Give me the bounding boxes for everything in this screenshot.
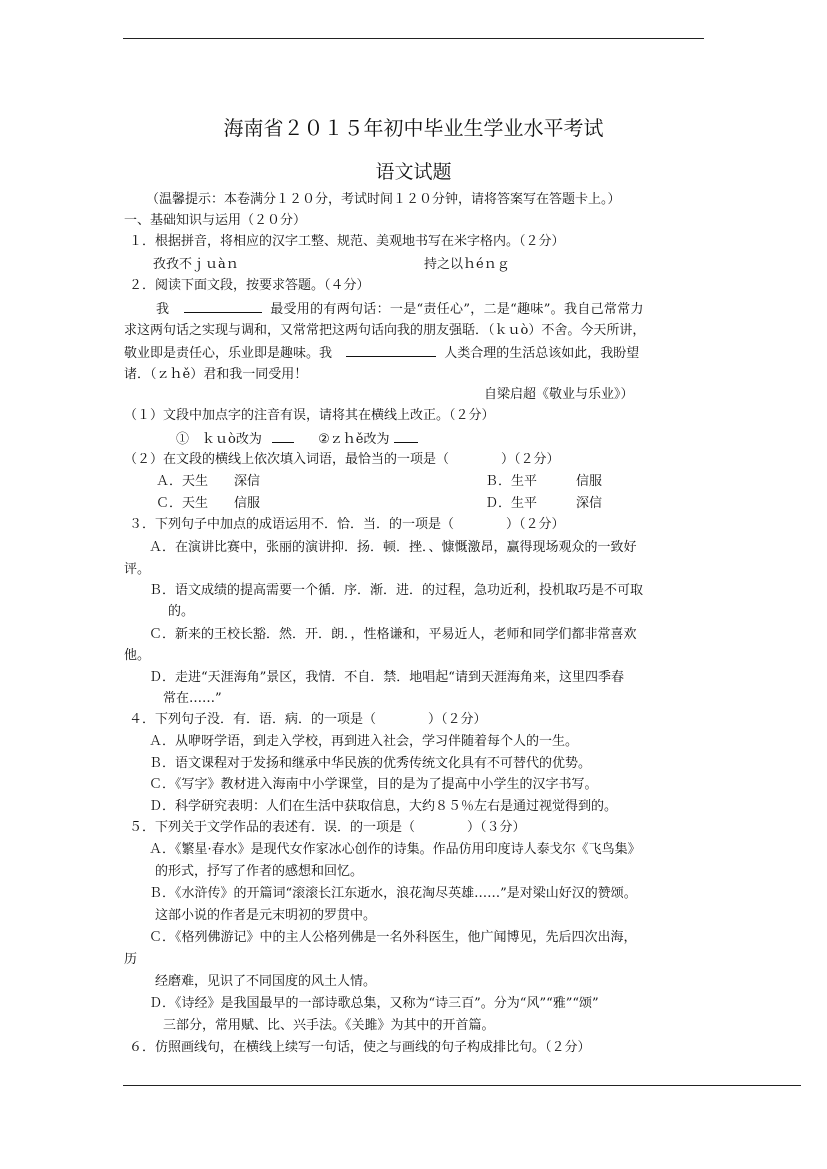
header-rule — [123, 38, 704, 39]
option-3d: Ｄ．走进“天涯海角”景区，我情．不自．禁．地唱起“请到天涯海角来，这里四季春 — [149, 670, 624, 685]
passage-text: 敬业即是责任心，乐业即是趣味。我 — [124, 346, 333, 361]
option-2a: Ａ．天生 深信 — [156, 474, 261, 489]
question-5: ５．下列关于文学作品的表述有．误．的一项是（ ）（３分） — [129, 820, 526, 835]
passage-line-3 — [124, 344, 639, 363]
option-5a: Ａ．《繁星·春水》是现代女作家冰心创作的诗集。作品仿用印度诗人泰戈尔《飞鸟集》 — [149, 842, 641, 857]
question-4: ４．下列句子没．有．语．病．的一项是（ ）（２分） — [129, 712, 487, 727]
option-5c-cont2: 经磨难，见识了不同国度的风土人情。 — [155, 974, 377, 989]
page-subtitle: 语文试题 — [375, 161, 452, 183]
option-3c: Ｃ．新来的王校长豁．然．开．朗．，性格谦和，平易近人，老师和同学们都非常喜欢 — [149, 627, 637, 642]
question-3: ３．下列句子中加点的成语运用不．恰．当．的一项是（ ）（２分） — [129, 517, 565, 532]
correction-label-1: ① ｋｕò改为 — [176, 432, 262, 447]
option-5d-cont: 三部分，常用赋、比、兴手法。《关雎》为其中的开首篇。 — [163, 1018, 495, 1033]
question-1: １．根据拼音，将相应的汉字工整、规范、美观地书写在米字格内。（２分） — [129, 234, 565, 249]
option-4a: Ａ．从咿呀学语，到走入学校，再到进入社会，学习伴随着每个人的一生。 — [149, 734, 579, 749]
option-2c: Ｃ．天生 信服 — [156, 496, 261, 511]
option-5c-cont: 历 — [124, 952, 138, 967]
option-5b-cont: 这部小说的作者是元末明初的罗贯中。 — [155, 908, 377, 923]
correction-blank-2[interactable] — [394, 430, 418, 443]
option-5d: Ｄ．《诗经》是我国最早的一部诗歌总集，又称为“诗三百”。分为“风”“雅”“颂” — [149, 996, 599, 1011]
option-5b: Ｂ．《水浒传》的开篇词“滚滚长江东逝水，浪花淘尽英雄……”是对梁山好汉的赞颂。 — [149, 886, 637, 901]
option-3c-cont: 他。 — [124, 648, 151, 663]
option-4b: Ｂ．语文课程对于发扬和继承中华民族的优秀传统文化具有不可替代的优势。 — [149, 756, 592, 771]
question-2: ２．阅读下面文段，按要求答题。（４分） — [129, 278, 370, 293]
sub-question-2: （２）在文段的横线上依次填入词语，最恰当的一项是（ ）（２分） — [124, 452, 560, 467]
option-3a: Ａ．在演讲比赛中，张丽的演讲抑．扬．顿．挫．、慷慨激昂，赢得现场观众的一致好 — [149, 540, 637, 555]
pinyin-item-2: 持之以ｈéｎｇ — [424, 257, 510, 272]
option-4c: Ｃ．《写字》教材进入海南中小学课堂，目的是为了提高中小学生的汉字书写。 — [149, 777, 598, 792]
passage-text: 我 — [156, 302, 170, 317]
passage-text: 人类合理的生活总该如此，我盼望 — [444, 346, 640, 361]
option-2b: Ｂ．生平 信服 — [485, 474, 603, 489]
exam-notice: （温馨提示：本卷满分１２０分，考试时间１２０分钟，请将答案写在答题卡上。） — [146, 192, 621, 207]
footer-rule — [123, 1085, 801, 1086]
option-5c: Ｃ．《格列佛游记》中的主人公格列佛是一名外科医生，他广闻博见，先后四次出海， — [149, 930, 637, 945]
pinyin-item-1: 孜孜不ｊｕàｎ — [153, 257, 239, 272]
section-heading: 一、基础知识与运用（２０分） — [124, 213, 307, 228]
question-6: ６．仿照画线句，在横线上续写一句话，使之与画线的句子构成排比句。（２分） — [129, 1040, 591, 1055]
option-3d-cont: 常在……” — [163, 691, 222, 706]
correction-blank-1[interactable] — [272, 430, 294, 443]
option-3b: Ｂ．语文成绩的提高需要一个循．序．渐．进．的过程，急功近利，投机取巧是不可取 — [149, 583, 644, 598]
passage-line-4: 诸．（ｚｈě）君和我一同受用！ — [124, 367, 308, 382]
page-title: 海南省２０１５年初中毕业生学业水平考试 — [223, 116, 604, 140]
option-3a-cont: 评。 — [124, 562, 151, 577]
passage-text: 最受用的有两句话：一是“责任心”，二是“趣味”。我自己常常力 — [270, 302, 644, 317]
correction-label-2: ②ｚｈě改为 — [318, 432, 390, 447]
option-5a-cont: 的形式，抒写了作者的感想和回忆。 — [155, 864, 364, 879]
passage-source: 自梁启超《敬业与乐业》） — [484, 387, 634, 402]
passage-line-1 — [156, 300, 644, 319]
passage-blank-2[interactable] — [346, 344, 436, 357]
correction-item-1 — [176, 430, 418, 449]
option-2d: Ｄ．生平 深信 — [485, 496, 603, 511]
passage-blank-1[interactable] — [184, 300, 262, 313]
passage-line-2: 求这两句话之实现与调和，又常常把这两句话向我的朋友强聒．（ｋｕò）不舍。今天所讲， — [124, 323, 646, 338]
option-4d: Ｄ．科学研究表明：人们在生活中获取信息，大约８５％左右是通过视觉得到的。 — [149, 799, 618, 814]
sub-question-1: （１）文段中加点字的注音有误，请将其在横线上改正。（２分） — [124, 408, 495, 423]
option-3b-cont: 的。 — [168, 604, 195, 619]
